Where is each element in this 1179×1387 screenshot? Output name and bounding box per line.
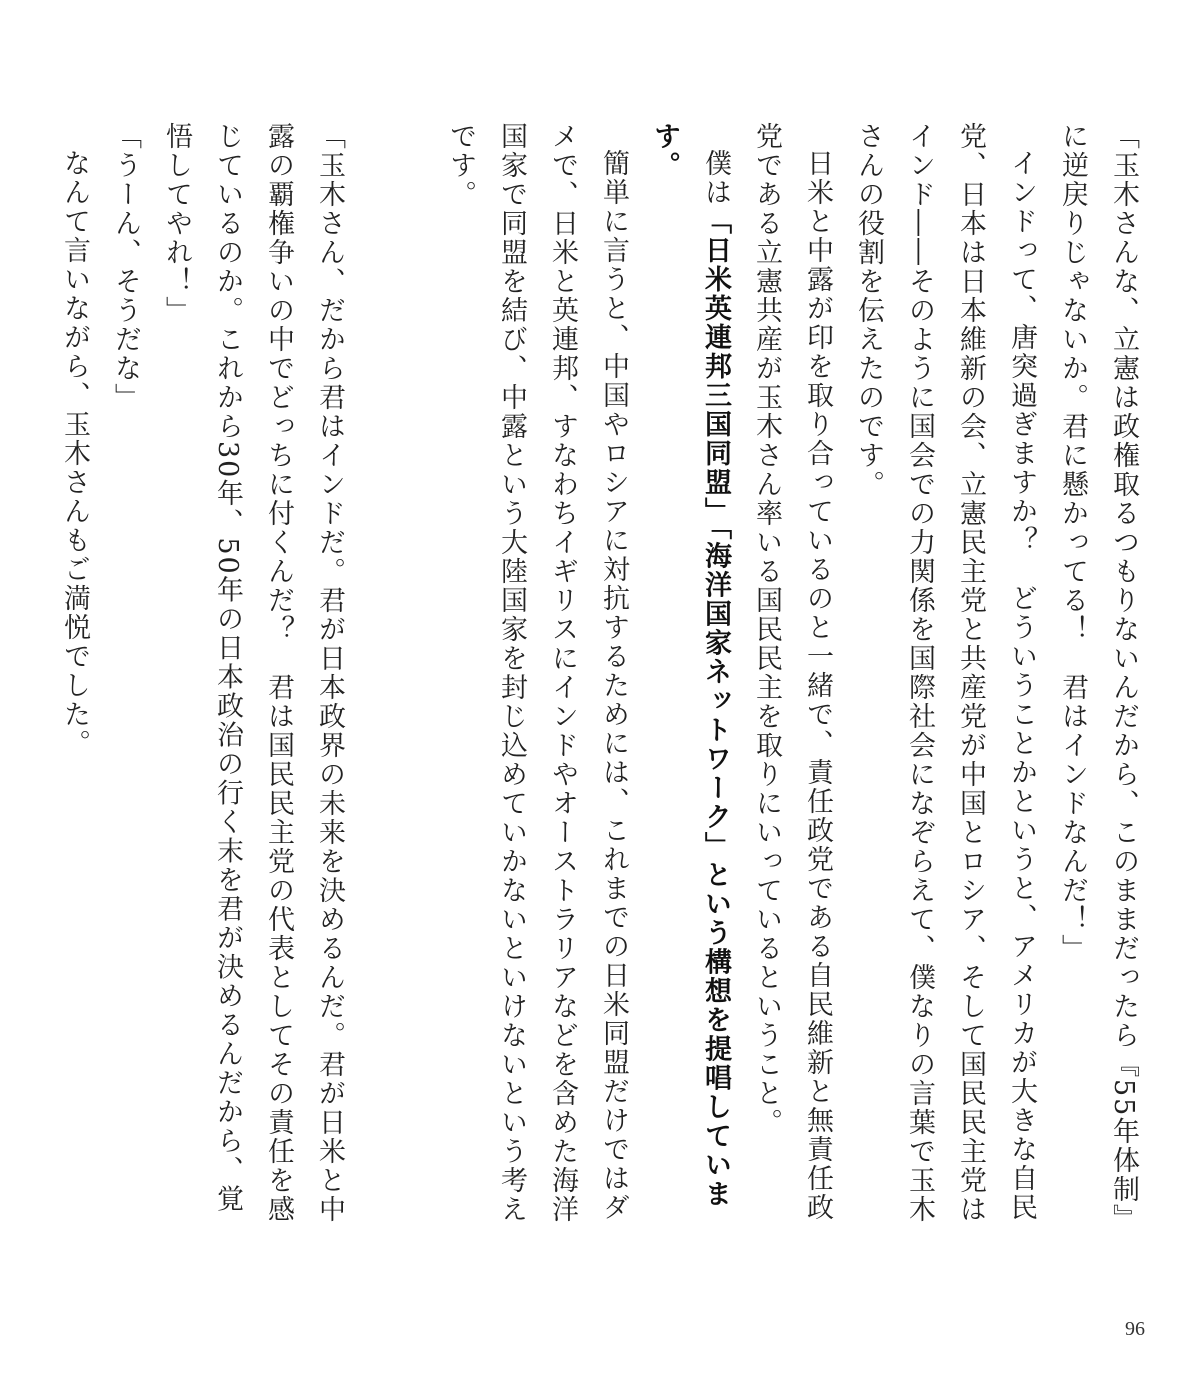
paragraph (843, 122, 1047, 1232)
text-segment: 「玉木さん、だから君はインドだ。君が日本政界の未来を決めるんだ。君が日米と中露の覇権争いの中でどっちに付くんだ？ 君は国民民主党の代表としてその責任を感じているのか。これから30年、50年の日本政治の行く末を君が決めるんだから、覚悟してやれ！」 (161, 122, 345, 1224)
page-number: 96 (1125, 1318, 1145, 1340)
paragraph (100, 122, 151, 1232)
paragraph (741, 122, 843, 1232)
text-segment: 「うーん、そうだな」 (110, 122, 141, 412)
paragraph (151, 122, 355, 1232)
text-segment: なんて言いながら、玉木さんもご満悦でした。 (59, 149, 90, 758)
text-segment: 「玉木さんな、立憲は政権取るつもりないんだから、このままだったら『55年体制』に逆戻りじゃないか。君に懸かってる！ 君はインドなんだ！」 (1057, 122, 1139, 1220)
paragraph (639, 122, 741, 1232)
paragraph (1047, 122, 1149, 1232)
paragraph (435, 122, 639, 1232)
text-segment: 日米と中露が印を取り合っているのと一緒で、責任政党である自民維新と無責任政党である立憲共産が玉木さん率いる国民民主を取りにいっているということ。 (751, 122, 833, 1222)
text-segment: 簡単に言うと、中国やロシアに対抗するためには、これまでの日米同盟だけではダメで、日米と英連邦、すなわちイギリスにインドやオーストラリアなどを含めた海洋国家で同盟を結び、中露という大陸国家を封じ込めていかないといけないという考えです。 (445, 122, 629, 1224)
text-segment: インドって、唐突過ぎますか？ どういうことかというと、アメリカが大きな自民党、日本は日本維新の会、立憲民主党と共産党が中国とロシア、そして国民民主党はインド――そのように国会での力関係を国際社会になぞらえて、僕なりの言葉で玉木さんの役割を伝えたのです。 (853, 122, 1037, 1224)
emphasized-text: 「日米英連邦三国同盟」「海洋国家ネットワーク」という構想を提唱しています。 (649, 122, 731, 1209)
text-segment: 僕は (700, 149, 731, 207)
paragraph (49, 122, 100, 1232)
vertical-text-body (19, 122, 1149, 1232)
column-gap (355, 122, 435, 1232)
